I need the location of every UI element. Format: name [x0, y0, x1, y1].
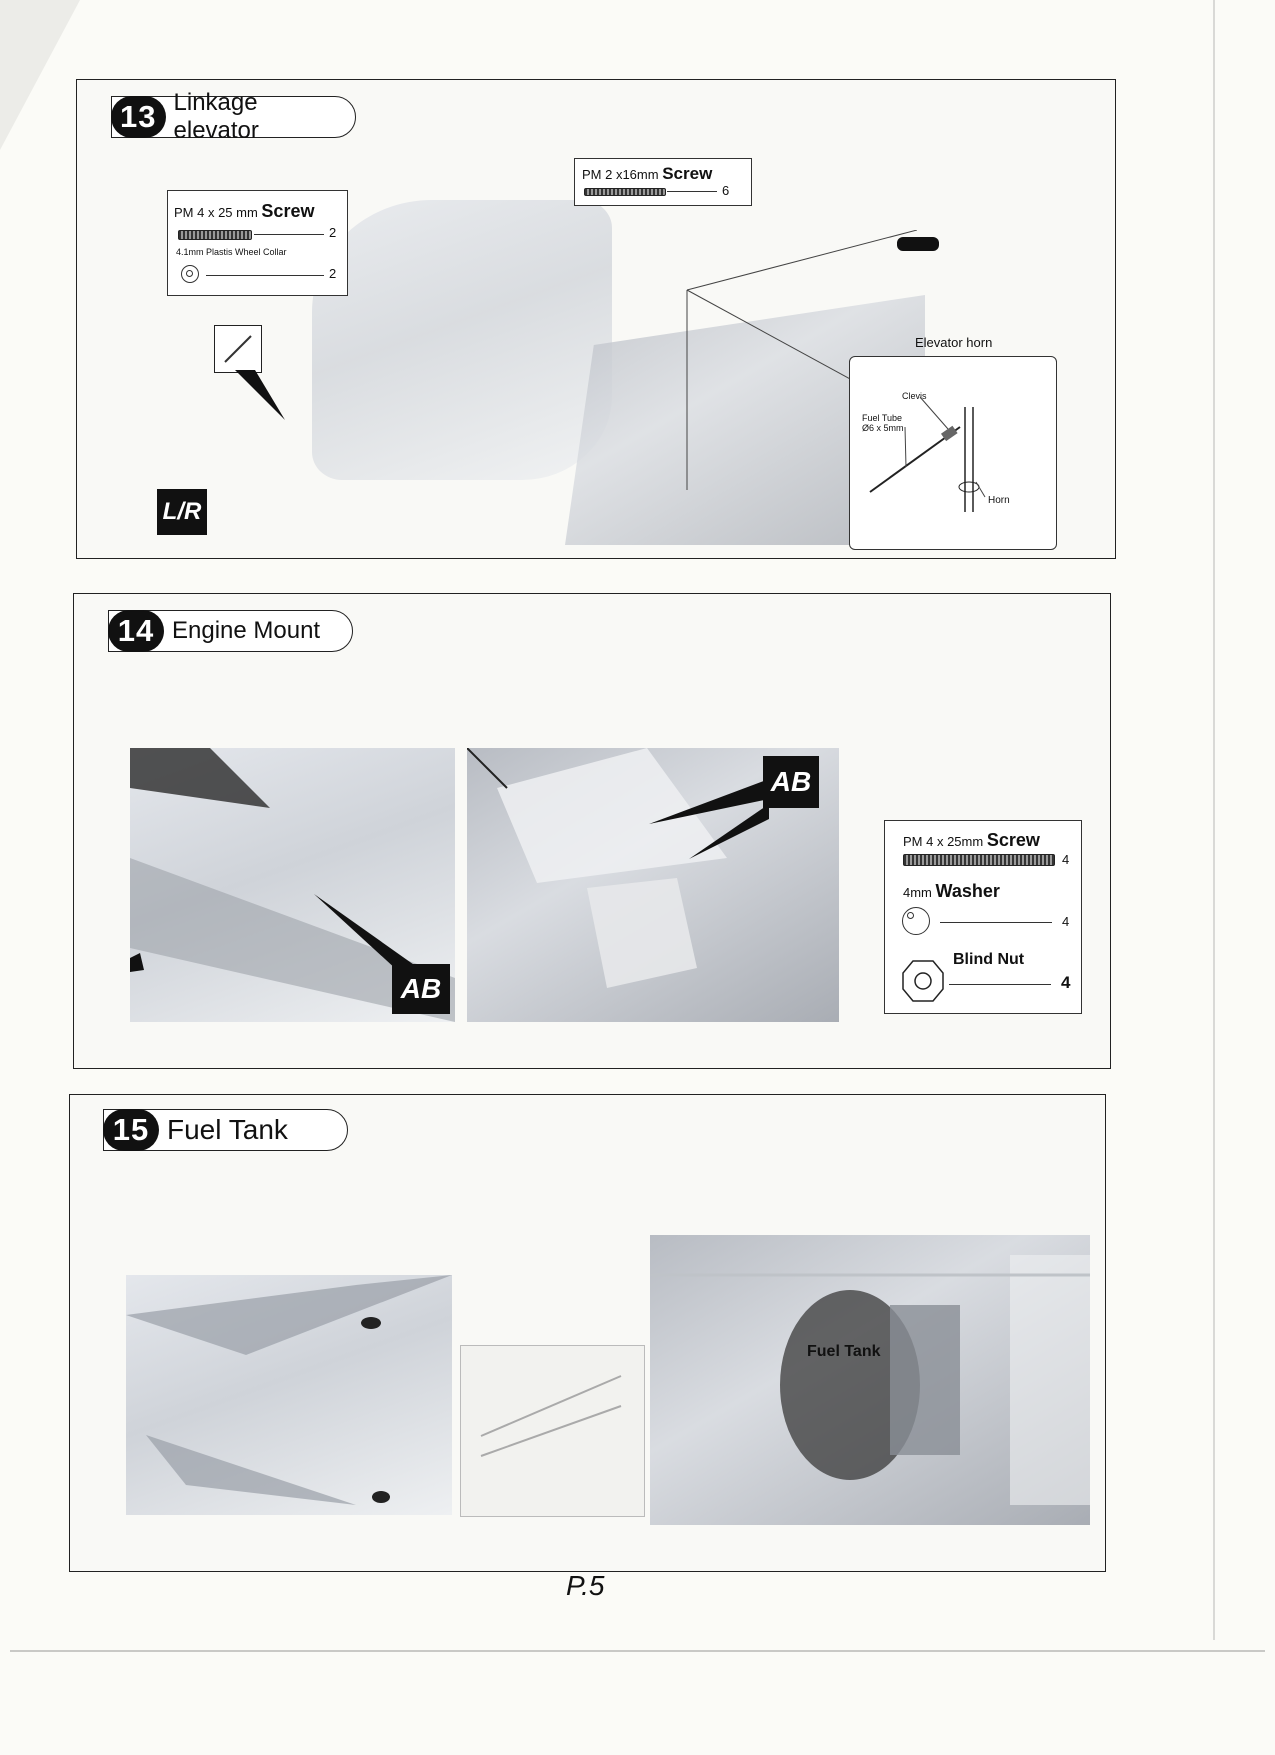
step-13-horn-detail — [849, 356, 1057, 550]
step-15-number: 15 — [103, 1109, 159, 1151]
step-15-photo-right-shading — [650, 1235, 1090, 1525]
step-14-number: 14 — [108, 610, 164, 652]
step-13-screw-qty: 2 — [329, 225, 337, 240]
page-number: P.5 — [566, 1570, 605, 1601]
fuel-tube-label-line1: Fuel Tube — [862, 413, 903, 423]
step-13-screw-spec: PM 4 x 25 mm — [174, 205, 258, 220]
step-13-detail-thumb — [214, 325, 262, 373]
page-corner-shadow — [0, 0, 80, 150]
step-14-badge-right: AB — [763, 756, 819, 808]
step-15-faded-inset — [460, 1345, 645, 1517]
page-edge-bottom — [10, 1650, 1265, 1652]
step-14-washer-qty: 4 — [1062, 914, 1070, 929]
step-13-parts-box-top — [574, 158, 752, 206]
horn-label: Horn — [988, 495, 1010, 506]
step-14-screw-qty: 4 — [1062, 852, 1070, 867]
screw-icon — [584, 188, 666, 196]
step-14-title: Engine Mount — [172, 617, 321, 644]
step-15-panel — [69, 1094, 1106, 1572]
step-13-title: Linkage elevator — [173, 89, 259, 144]
step-15-photo-left — [126, 1275, 452, 1515]
step-13-screw-label: Screw — [261, 201, 315, 221]
screw-icon — [178, 230, 252, 240]
step-13-top-screw-spec: PM 2 x16mm — [582, 167, 659, 182]
blind-nut-icon — [901, 959, 945, 1003]
step-13-collar-qty: 2 — [329, 266, 337, 281]
wheel-collar-icon — [181, 265, 199, 283]
step-14-washer-leader — [940, 922, 1052, 923]
fuel-tube-label-line2: Ø6 x 5mm — [862, 423, 904, 433]
step-14-pointer-right — [649, 779, 769, 859]
step-13-screw-leader — [254, 234, 324, 235]
elevator-horn-label: Elevator horn — [915, 335, 993, 350]
step-14-washer-label: Washer — [935, 881, 1000, 901]
step-13-panel — [76, 79, 1116, 559]
step-14-screw-label: Screw — [986, 830, 1040, 850]
clevis-label: Clevis — [902, 391, 927, 401]
step-13-parts-box — [167, 190, 348, 296]
step-14-nut-label: Blind Nut — [953, 951, 1025, 968]
fuel-tank-label: Fuel Tank — [807, 1343, 881, 1360]
step-15-photo-left-shading — [126, 1275, 452, 1515]
step-15-header — [103, 1109, 348, 1151]
step-14-header — [108, 610, 353, 652]
step-13-number: 13 — [111, 96, 166, 138]
horn-detail-drawing — [850, 357, 1056, 549]
clevis-icon — [897, 237, 939, 251]
step-13-collar-label: 4.1mm Plastis Wheel Collar — [176, 247, 287, 257]
step-14-nut-qty: 4 — [1061, 973, 1071, 992]
step-14-screw-spec: PM 4 x 25mm — [903, 834, 984, 849]
step-14-badge-left: AB — [392, 964, 450, 1014]
step-14-washer-spec: 4mm — [903, 885, 932, 900]
step-13-photo-left — [312, 200, 612, 480]
step-13-top-screw-qty: 6 — [722, 183, 730, 198]
step-13-top-screw-label: Screw — [662, 164, 713, 183]
left-right-badge: L/R — [157, 489, 207, 535]
step-13-detail-thumb-drawing — [215, 326, 261, 372]
step-15-title: Fuel Tank — [167, 1114, 288, 1145]
step-15-photo-right — [650, 1235, 1090, 1525]
step-14-panel — [73, 593, 1111, 1069]
step-14-nut-leader — [949, 984, 1051, 985]
step-15-faded-inset-drawing — [461, 1346, 644, 1516]
step-13-header — [111, 89, 356, 144]
step-13-top-screw-leader — [667, 191, 717, 192]
washer-icon — [902, 907, 930, 935]
page-edge-right — [1213, 0, 1215, 1640]
step-13-detail-pointer — [235, 370, 295, 430]
step-14-parts-box — [884, 820, 1082, 1014]
screw-icon — [903, 854, 1055, 866]
step-13-collar-leader — [206, 275, 324, 276]
